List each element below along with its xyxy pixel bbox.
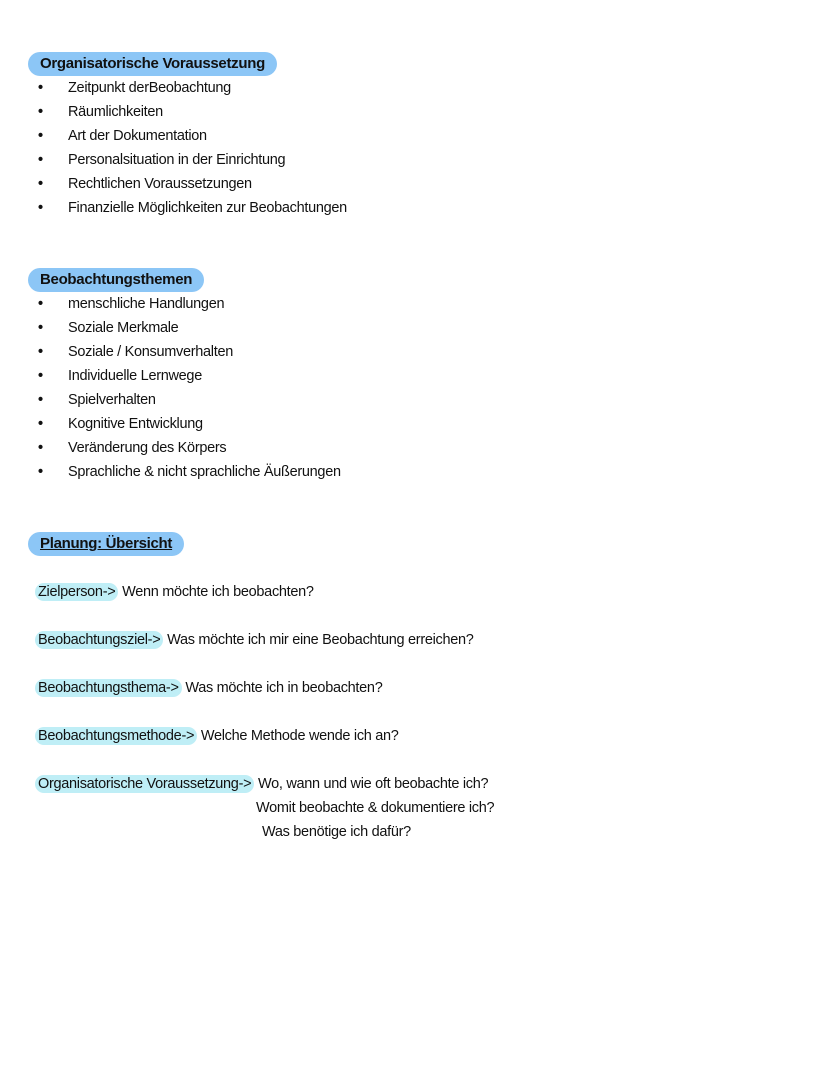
planning-question-continuation: Womit beobachte & dokumentiere ich? — [256, 800, 495, 816]
list-item: • menschliche Handlungen — [28, 292, 341, 316]
list-item: • Kognitive Entwicklung — [28, 412, 341, 436]
bullet-list — [28, 76, 347, 220]
bullet-icon: • — [38, 440, 43, 456]
bullet-icon: • — [38, 200, 43, 216]
section-heading: Planung: Übersicht — [28, 532, 184, 556]
list-item: • Personalsituation in der Einrichtung — [28, 148, 347, 172]
planning-term: Zielperson-> — [35, 583, 118, 601]
list-item: • Sprachliche & nicht sprachliche Äußerungen — [28, 460, 341, 484]
bullet-icon: • — [38, 392, 43, 408]
list-item: • Zeitpunkt derBeobachtung — [28, 76, 347, 100]
bullet-icon: • — [38, 152, 43, 168]
planning-term: Beobachtungsmethode-> — [35, 727, 197, 745]
bullet-icon: • — [38, 296, 43, 312]
list-item: • Rechtlichen Voraussetzungen — [28, 172, 347, 196]
planning-question: Was möchte ich mir eine Beobachtung erreichen? — [163, 632, 474, 648]
planning-row-observation-goal — [38, 628, 474, 652]
bullet-icon: • — [38, 344, 43, 360]
planning-row-target-person — [38, 580, 314, 604]
bullet-icon: • — [38, 368, 43, 384]
planning-term: Beobachtungsthema-> — [35, 679, 182, 697]
planning-question: Wenn möchte ich beobachten? — [118, 584, 314, 600]
planning-term: Organisatorische Voraussetzung-> — [35, 775, 254, 793]
planning-row-organisational-requirements — [38, 772, 488, 796]
section-observation-topics — [28, 268, 341, 484]
bullet-icon: • — [38, 80, 43, 96]
list-item: • Soziale Merkmale — [28, 316, 341, 340]
bullet-list — [28, 292, 341, 484]
planning-question: Was möchte ich in beobachten? — [181, 680, 383, 696]
bullet-icon: • — [38, 176, 43, 192]
bullet-icon: • — [38, 464, 43, 480]
bullet-icon: • — [38, 320, 43, 336]
bullet-icon: • — [38, 104, 43, 120]
list-item: • Spielverhalten — [28, 388, 341, 412]
planning-question: Welche Methode wende ich an? — [197, 728, 399, 744]
list-item: • Soziale / Konsumverhalten — [28, 340, 341, 364]
section-planning-overview — [28, 532, 184, 556]
section-heading: Beobachtungsthemen — [28, 268, 204, 292]
section-heading: Organisatorische Voraussetzung — [28, 52, 277, 76]
planning-question-continuation: Was benötige ich dafür? — [262, 824, 411, 840]
bullet-icon: • — [38, 416, 43, 432]
planning-row-observation-method — [38, 724, 399, 748]
list-item: • Individuelle Lernwege — [28, 364, 341, 388]
list-item: • Veränderung des Körpers — [28, 436, 341, 460]
list-item: • Räumlichkeiten — [28, 100, 347, 124]
list-item: • Art der Dokumentation — [28, 124, 347, 148]
planning-question: Wo, wann und wie oft beobachte ich? — [254, 776, 489, 792]
bullet-icon: • — [38, 128, 43, 144]
list-item: • Finanzielle Möglichkeiten zur Beobachtungen — [28, 196, 347, 220]
planning-term: Beobachtungsziel-> — [35, 631, 163, 649]
planning-row-observation-topic — [38, 676, 382, 700]
section-organisational-requirements — [28, 52, 347, 220]
